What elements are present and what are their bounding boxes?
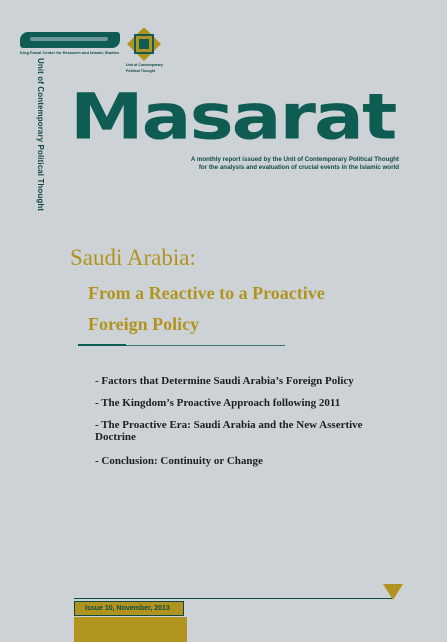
unit-logo xyxy=(126,28,166,73)
footer-gold-block xyxy=(74,617,187,642)
calligraphy-logo-icon xyxy=(20,32,120,48)
subtitle-line-2: Foreign Policy xyxy=(88,314,200,334)
side-label: Unit of Contemporary Political Thought xyxy=(36,58,45,212)
contents-item: - Conclusion: Continuity or Change xyxy=(95,455,263,467)
king-faisal-center-logo xyxy=(20,32,124,55)
tagline xyxy=(191,156,399,172)
tagline-line-1: A monthly report issued by the Unit of Contemporary Political Thought xyxy=(190,156,399,163)
right-logo-caption-1: Unit of Contemporary xyxy=(126,63,163,67)
right-logo-caption-2: Political Thought xyxy=(126,68,156,73)
issue-label: Issue 10, November, 2013 xyxy=(74,601,184,616)
masthead-title: Masarat xyxy=(70,80,396,154)
triangle-marker-icon xyxy=(383,584,403,600)
contents-item: - Factors that Determine Saudi Arabia’s Foreign Policy xyxy=(95,375,354,387)
unit-emblem-icon xyxy=(126,28,162,62)
contents-list xyxy=(95,375,395,477)
report-subtitle xyxy=(88,278,388,340)
footer-divider xyxy=(74,598,392,599)
title-divider xyxy=(78,344,285,346)
subtitle-line-1: From a Reactive to a Proactive xyxy=(88,283,325,303)
contents-item: - The Proactive Era: Saudi Arabia and the New Assertive Doctrine xyxy=(95,419,363,443)
contents-item: - The Kingdom’s Proactive Approach following 2011 xyxy=(95,397,341,409)
left-logo-caption: King Faisal Center for Research and Islamic Studies xyxy=(20,50,120,55)
tagline-line-2: for the analysis and evaluation of crucial events in the Islamic world xyxy=(198,164,399,171)
report-title: Saudi Arabia: xyxy=(70,245,196,270)
